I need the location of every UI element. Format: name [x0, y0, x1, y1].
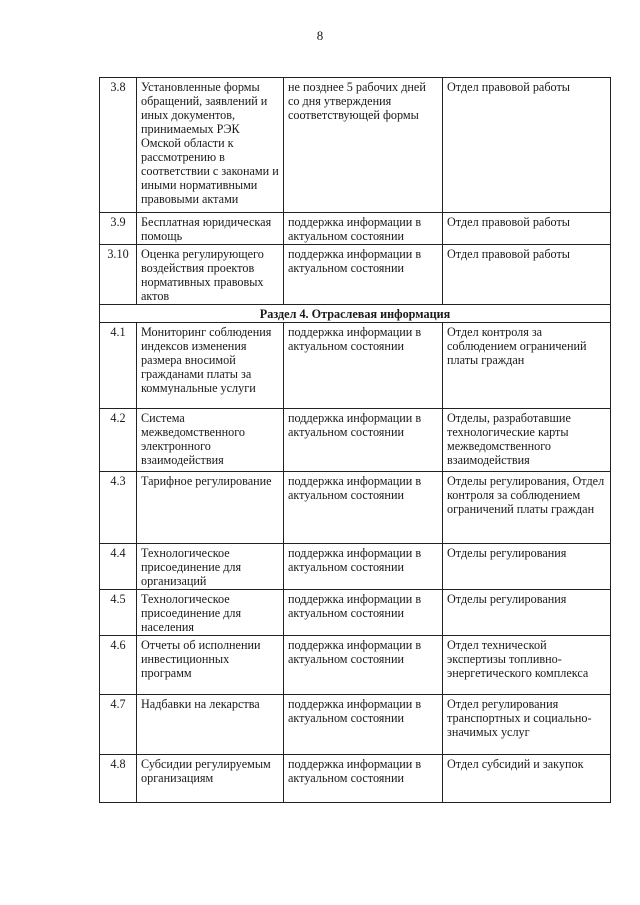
table-row: [100, 213, 611, 245]
row-name: Система межведомственного электронного взаимодействия: [137, 409, 284, 472]
section-title: Раздел 4. Отраслевая информация: [100, 305, 611, 323]
row-responsible: Отдел правовой работы: [443, 78, 611, 213]
row-name: Установленные формы обращений, заявлений и иных документов, принимаемых РЭК Омской области к рассмотрению в соответствии с законами и иными нормативными правовыми актами: [137, 78, 284, 213]
table-row: [100, 695, 611, 755]
row-number: 4.2: [100, 409, 137, 472]
table-row: [100, 472, 611, 544]
row-term: поддержка информации в актуальном состоянии: [284, 544, 443, 590]
row-term: поддержка информации в актуальном состоянии: [284, 755, 443, 803]
row-number: 4.3: [100, 472, 137, 544]
row-number: 4.1: [100, 323, 137, 409]
row-responsible: Отдел регулирования транспортных и социально-значимых услуг: [443, 695, 611, 755]
table-row: [100, 755, 611, 803]
row-name: Отчеты об исполнении инвестиционных программ: [137, 636, 284, 695]
row-term: поддержка информации в актуальном состоянии: [284, 245, 443, 305]
row-responsible: Отдел правовой работы: [443, 213, 611, 245]
row-responsible: Отдел технической экспертизы топливно-энергетического комплекса: [443, 636, 611, 695]
row-name: Тарифное регулирование: [137, 472, 284, 544]
row-responsible: Отдел контроля за соблюдением ограничений платы граждан: [443, 323, 611, 409]
row-number: 4.7: [100, 695, 137, 755]
row-responsible: Отделы регулирования: [443, 544, 611, 590]
table-row: [100, 323, 611, 409]
row-term: поддержка информации в актуальном состоянии: [284, 409, 443, 472]
table-row: [100, 636, 611, 695]
row-name: Технологическое присоединение для организаций: [137, 544, 284, 590]
row-term: поддержка информации в актуальном состоянии: [284, 213, 443, 245]
row-number: 3.8: [100, 78, 137, 213]
table-row: [100, 409, 611, 472]
row-responsible: Отделы, разработавшие технологические карты межведомственного взаимодействия: [443, 409, 611, 472]
row-name: Технологическое присоединение для населения: [137, 590, 284, 636]
row-term: поддержка информации в актуальном состоянии: [284, 590, 443, 636]
table-row: [100, 78, 611, 213]
table-section-header: [100, 305, 611, 323]
row-term: поддержка информации в актуальном состоянии: [284, 323, 443, 409]
row-name: Субсидии регулируемым организациям: [137, 755, 284, 803]
table-row: [100, 245, 611, 305]
row-number: 4.5: [100, 590, 137, 636]
row-name: Бесплатная юридическая помощь: [137, 213, 284, 245]
row-term: поддержка информации в актуальном состоянии: [284, 695, 443, 755]
row-number: 3.9: [100, 213, 137, 245]
row-responsible: Отделы регулирования: [443, 590, 611, 636]
row-term: не позднее 5 рабочих дней со дня утверждения соответствующей формы: [284, 78, 443, 213]
table-row: [100, 590, 611, 636]
table-body-section-4: [100, 323, 611, 803]
row-responsible: Отдел субсидий и закупок: [443, 755, 611, 803]
row-number: 4.6: [100, 636, 137, 695]
row-term: поддержка информации в актуальном состоянии: [284, 472, 443, 544]
row-name: Мониторинг соблюдения индексов изменения размера вносимой гражданами платы за коммунальные услуги: [137, 323, 284, 409]
table-body-section-3: [100, 78, 611, 305]
row-number: 3.10: [100, 245, 137, 305]
information-table: [99, 77, 611, 803]
section-row: [100, 305, 611, 323]
row-term: поддержка информации в актуальном состоянии: [284, 636, 443, 695]
table-row: [100, 544, 611, 590]
row-responsible: Отдел правовой работы: [443, 245, 611, 305]
row-number: 4.8: [100, 755, 137, 803]
row-name: Надбавки на лекарства: [137, 695, 284, 755]
row-name: Оценка регулирующего воздействия проектов нормативных правовых актов: [137, 245, 284, 305]
row-responsible: Отделы регулирования, Отдел контроля за соблюдением ограничений платы граждан: [443, 472, 611, 544]
page-number: 8: [316, 28, 324, 43]
row-number: 4.4: [100, 544, 137, 590]
